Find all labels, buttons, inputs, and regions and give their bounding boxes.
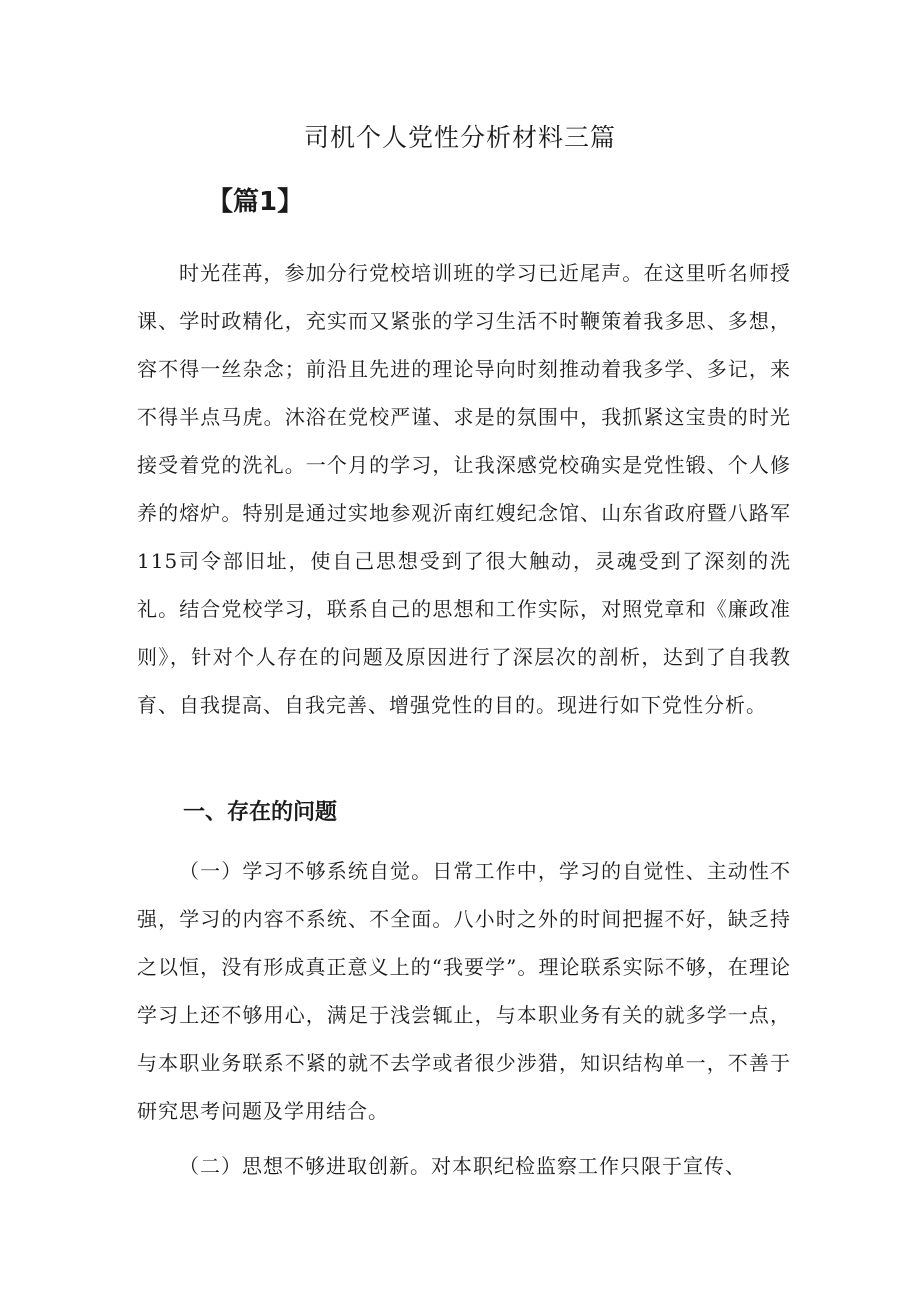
paragraph-intro: 时光荏苒，参加分行党校培训班的学习已近尾声。在这里听名师授课、学时政精化，充实而又紧张的学习生活不时鞭策着我多思、多想，容不得一丝杂念；前沿且先进的理论导向时刻推动着我多学、多记，来不得半点马虎。沐浴在党校严谨、求是的氛围中，我抓紧这宝贵的时光接受着党的洗礼。一个月的学习，让我深感党校确实是党性锻、个人修养的熔炉。特别是通过实地参观沂南红嫂纪念馆、山东省政府暨八路军115司令部旧址，使自己思想受到了很大触动，灵魂受到了深刻的洗礼。结合党校学习，联系自己的思想和工作实际，对照党章和《廉政准则》，针对个人存在的问题及原因进行了深层次的剖析，达到了自我教育、自我提高、自我完善、增强党性的目的。现进行如下党性分析。 (137, 261, 791, 717)
paragraph-problem-2: （二）思想不够进取创新。对本职纪检监察工作只限于宣传、 (179, 1154, 746, 1178)
section-heading: 一、存在的问题 (183, 800, 338, 825)
part-heading: 【篇1】 (207, 187, 304, 217)
document-title: 司机个人党性分析材料三篇 (303, 123, 616, 152)
paragraph-problem-1: （一）学习不够系统自觉。日常工作中，学习的自觉性、主动性不强，学习的内容不系统、不全面。八小时之外的时间把握不好，缺乏持之以恒，没有形成真正意义上的“我要学”。理论联系实际不够，在理论学习上还不够用心，满足于浅尝辄止，与本职业务有关的就多学一点，与本职业务联系不紧的就不去学或者很少涉猎，知识结构单一，不善于研究思考问题及学用结合。 (137, 859, 791, 1123)
